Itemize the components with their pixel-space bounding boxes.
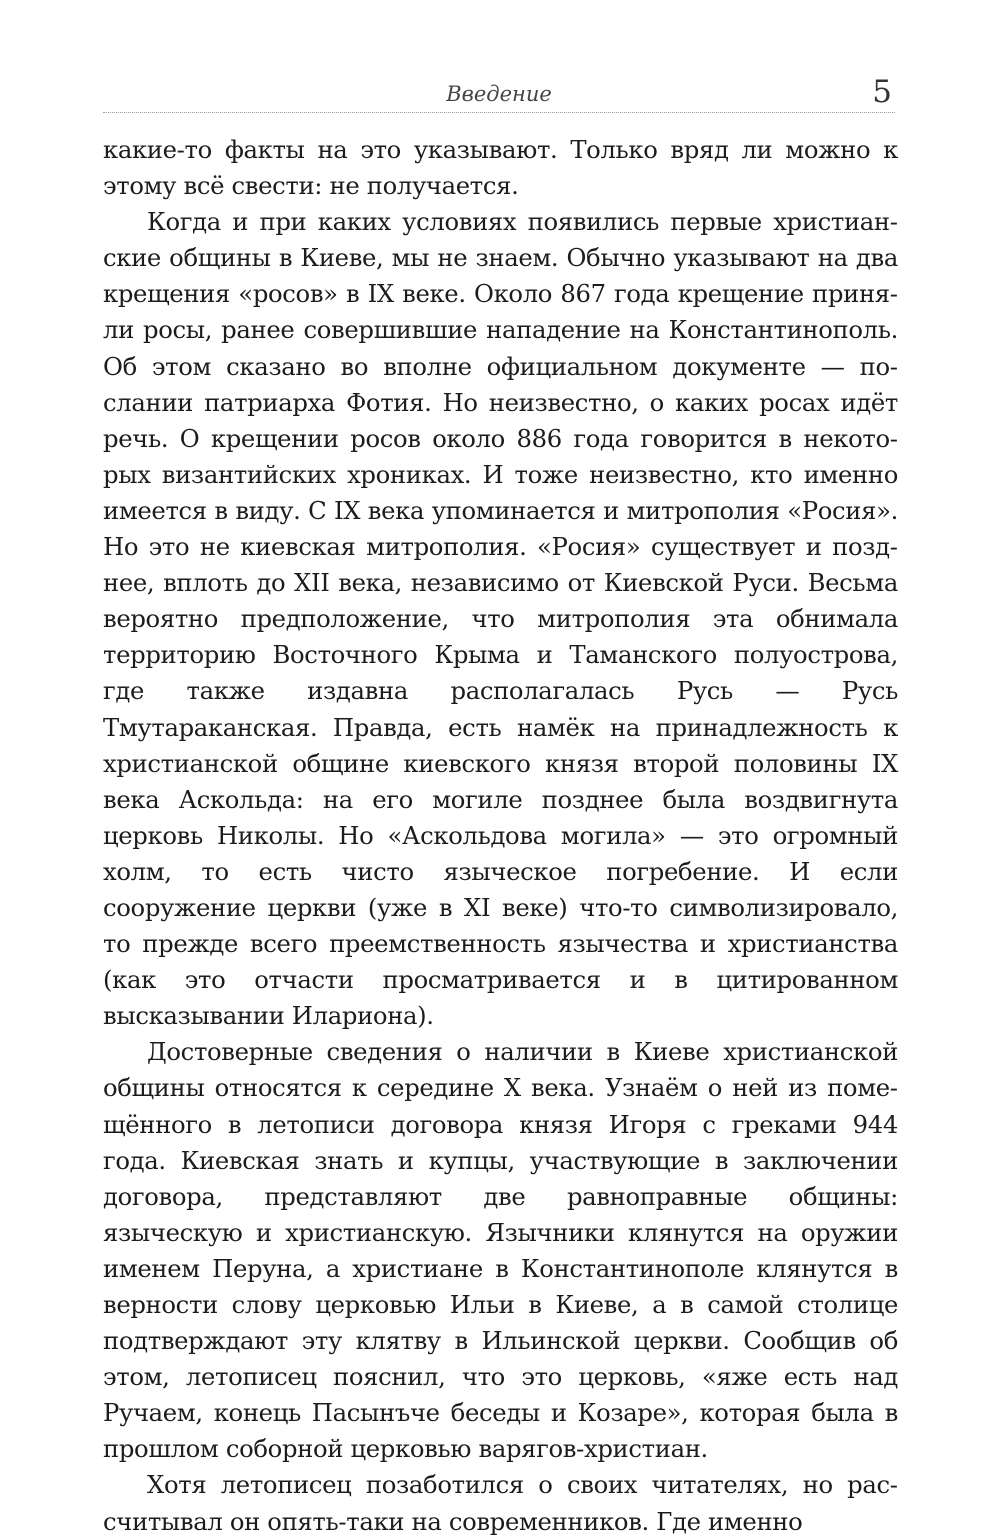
header-dotted-rule [103, 112, 895, 113]
paragraph-2: Когда и при каких условиях появились первые христианские общины в Киеве, мы не знаем. Обычно указывают на два крещения «росов» в IX веке. Около 867 года крещение приняли росы, ранее совершившие нападение на Константинополь. Об этом сказано во вполне официальном документе — послании патриарха Фотия. Но неизвестно, о каких росах идёт речь. О крещении росов около 886 года говорится в некоторых византийских хрониках. И тоже неизвестно, кто именно имеется в виду. С IX века упоминается и митрополия «Росия». Но это не киевская митрополия. «Росия» существует и позднее, вплоть до XII века, независимо от Киевской Руси. Весьма вероятно предположение, что митрополия эта обнимала территорию Восточного Крыма и Таманского полуострова, где также издавна располагалась Русь — Русь Тмутараканская. Правда, есть намёк на принадлежность к христианской общине киевского князя второй половины IX века Аскольда: на его могиле позднее была воздвигнута церковь Николы. Но «Аскольдова могила» — это огромный холм, то есть чисто языческое погребение. И если сооружение церкви (уже в XI веке) что-то символизировало, то прежде всего преемственность язычества и христианства (как это отчасти просматривается и в цитированном высказывании Илариона). [103, 207, 898, 1031]
running-head [103, 74, 895, 114]
page-number: 5 [872, 74, 892, 110]
paragraph-4: Хотя летописец позаботился о своих читателях, но рассчитывал он опять-таки на современников. Где именно [103, 1470, 898, 1536]
paragraph-1: какие-то факты на это указывают. Только вряд ли можно к этому всё свести: не получается. [103, 135, 898, 201]
body-text [103, 132, 898, 1540]
running-title: Введение [446, 82, 552, 106]
paragraph-3: Достоверные сведения о наличии в Киеве христианской общины относятся к середине X века. Узнаём о ней из помещённого в летописи договора князя Игоря с греками 944 года. Киевская знать и купцы, участвующие в заключении договора, представляют две равноправные общины: языческую и христианскую. Язычники клянутся на оружии именем Перуна, а христиане в Константинополе клянутся в верности слову церковью Ильи в Киеве, а в самой столице подтверждают эту клятву в Ильинской церкви. Сообщив об этом, летописец пояснил, что это церковь, «яже есть над Ручаем, конець Пасынъче беседы и Козаре», которая была в прошлом соборной церковью варягов-христиан. [103, 1037, 898, 1464]
